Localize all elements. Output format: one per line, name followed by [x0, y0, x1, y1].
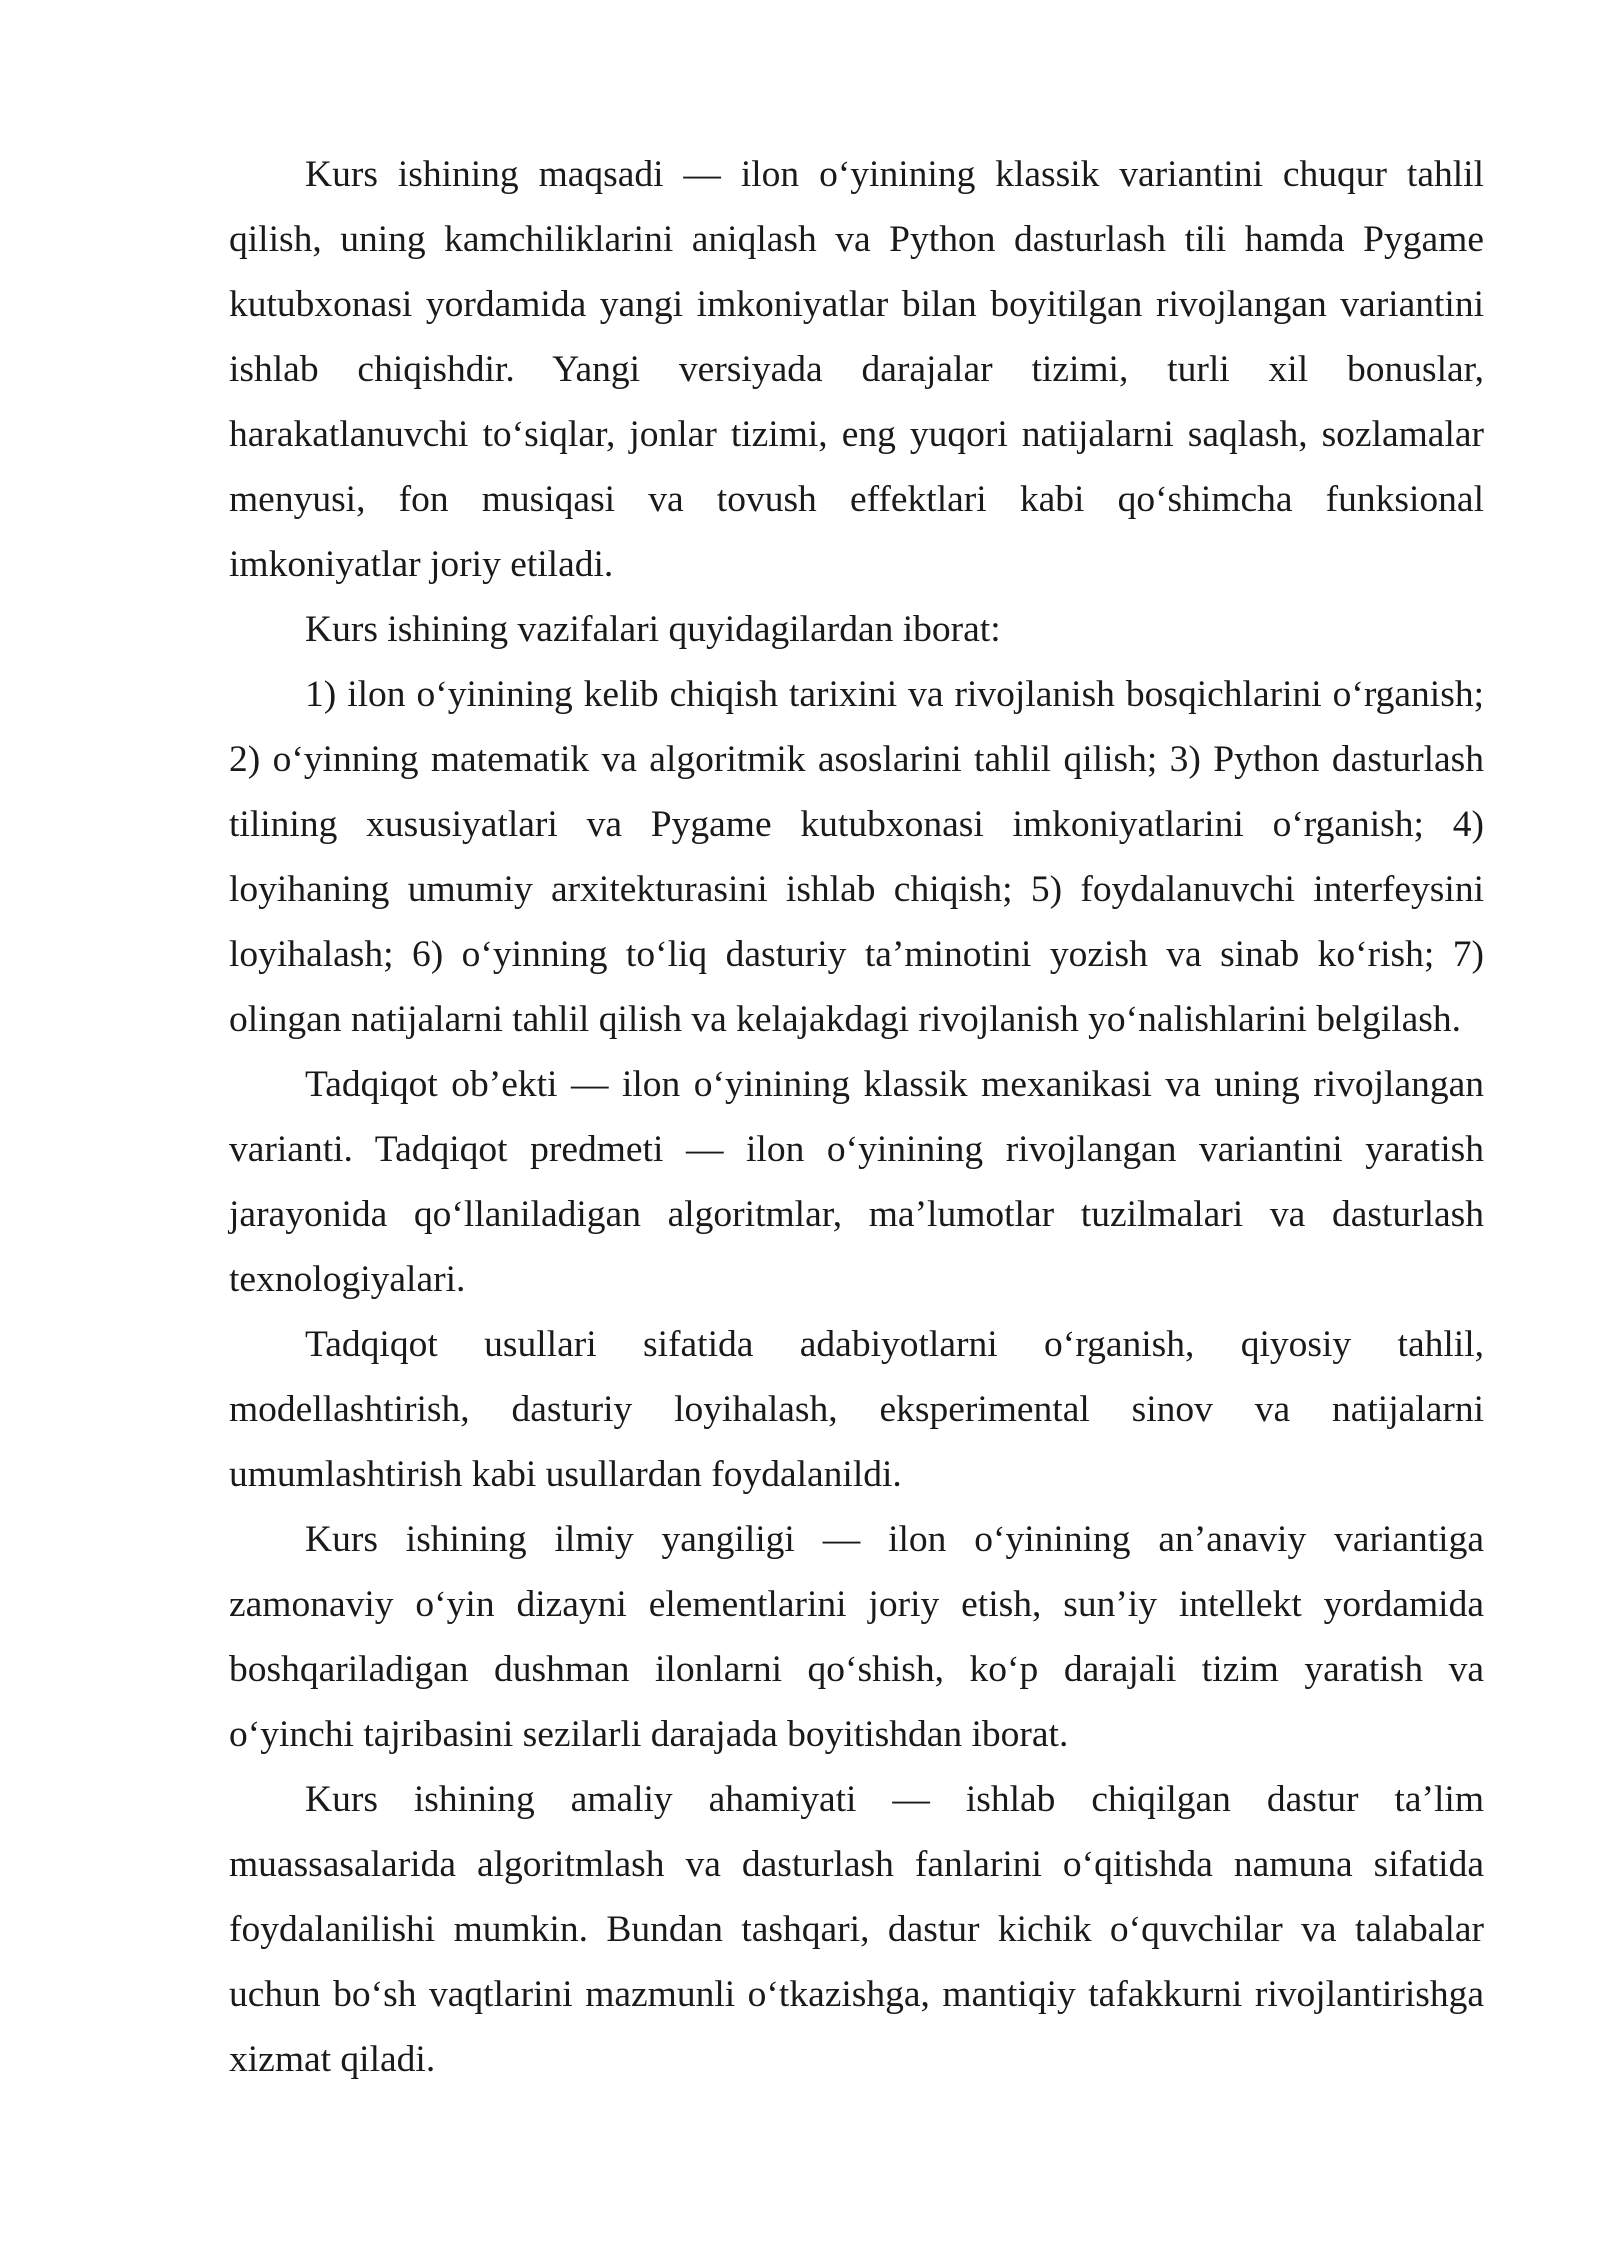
paragraph-goal: Kurs ishining maqsadi — ilon o‘yinining klassik variantini chuqur tahlil qilish, uning kamchiliklarini aniqlash va Python dasturlash tili hamda Pygame kutubxonasi yordamida yangi imkoniyatlar bilan boyitilgan rivojlangan variantini ishlab chiqishdir. Yangi versiyada darajalar tizimi, turli xil bonuslar, harakatlanuvchi to‘siqlar, jonlar tizimi, eng yuqori natijalarni saqlash, sozlamalar menyusi, fon musiqasi va tovush effektlari kabi qo‘shimcha funksional imkoniyatlar joriy etiladi.: [229, 154, 1484, 585]
paragraph-tasks-intro: Kurs ishining vazifalari quyidagilardan iborat:: [305, 609, 1001, 650]
paragraph-tasks-list: 1) ilon o‘yinining kelib chiqish tarixini va rivojlanish bosqichlarini o‘rganish; 2) o‘yinning matematik va algoritmik asoslarini tahlil qilish; 3) Python dasturlash tilining xususiyatlari va Pygame kutubxonasi imkoniyatlarini o‘rganish; 4) loyihaning umumiy arxitekturasini ishlab chiqish; 5) foydalanuvchi interfeysini loyihalash; 6) o‘yinning to‘liq dasturiy ta’minotini yozish va sinab ko‘rish; 7) olingan natijalarni tahlil qilish va kelajakdagi rivojlanish yo‘nalishlarini belgilash.: [229, 674, 1484, 1040]
paragraph-research-methods: Tadqiqot usullari sifatida adabiyotlarni o‘rganish, qiyosiy tahlil, modellashtirish, dasturiy loyihalash, eksperimental sinov va natijalarni umumlashtirish kabi usullardan foydalanildi.: [229, 1324, 1484, 1495]
paragraph-research-object: Tadqiqot ob’ekti — ilon o‘yinining klassik mexanikasi va uning rivojlangan varianti. Tadqiqot predmeti — ilon o‘yinining rivojlangan variantini yaratish jarayonida qo‘llaniladigan algoritmlar, ma’lumotlar tuzilmalari va dasturlash texnologiyalari.: [229, 1064, 1484, 1300]
document-body: [229, 142, 1484, 2092]
paragraph-scientific-novelty: Kurs ishining ilmiy yangiligi — ilon o‘yinining an’anaviy variantiga zamonaviy o‘yin dizayni elementlarini joriy etish, sun’iy intellekt yordamida boshqariladigan dushman ilonlarni qo‘shish, ko‘p darajali tizim yaratish va o‘yinchi tajribasini sezilarli darajada boyitishdan iborat.: [229, 1519, 1484, 1755]
paragraph-practical-significance: Kurs ishining amaliy ahamiyati — ishlab chiqilgan dastur ta’lim muassasalarida algoritmlash va dasturlash fanlarini o‘qitishda namuna sifatida foydalanilishi mumkin. Bundan tashqari, dastur kichik o‘quvchilar va talabalar uchun bo‘sh vaqtlarini mazmunli o‘tkazishga, mantiqiy tafakkurni rivojlantirishga xizmat qiladi.: [229, 1779, 1484, 2080]
